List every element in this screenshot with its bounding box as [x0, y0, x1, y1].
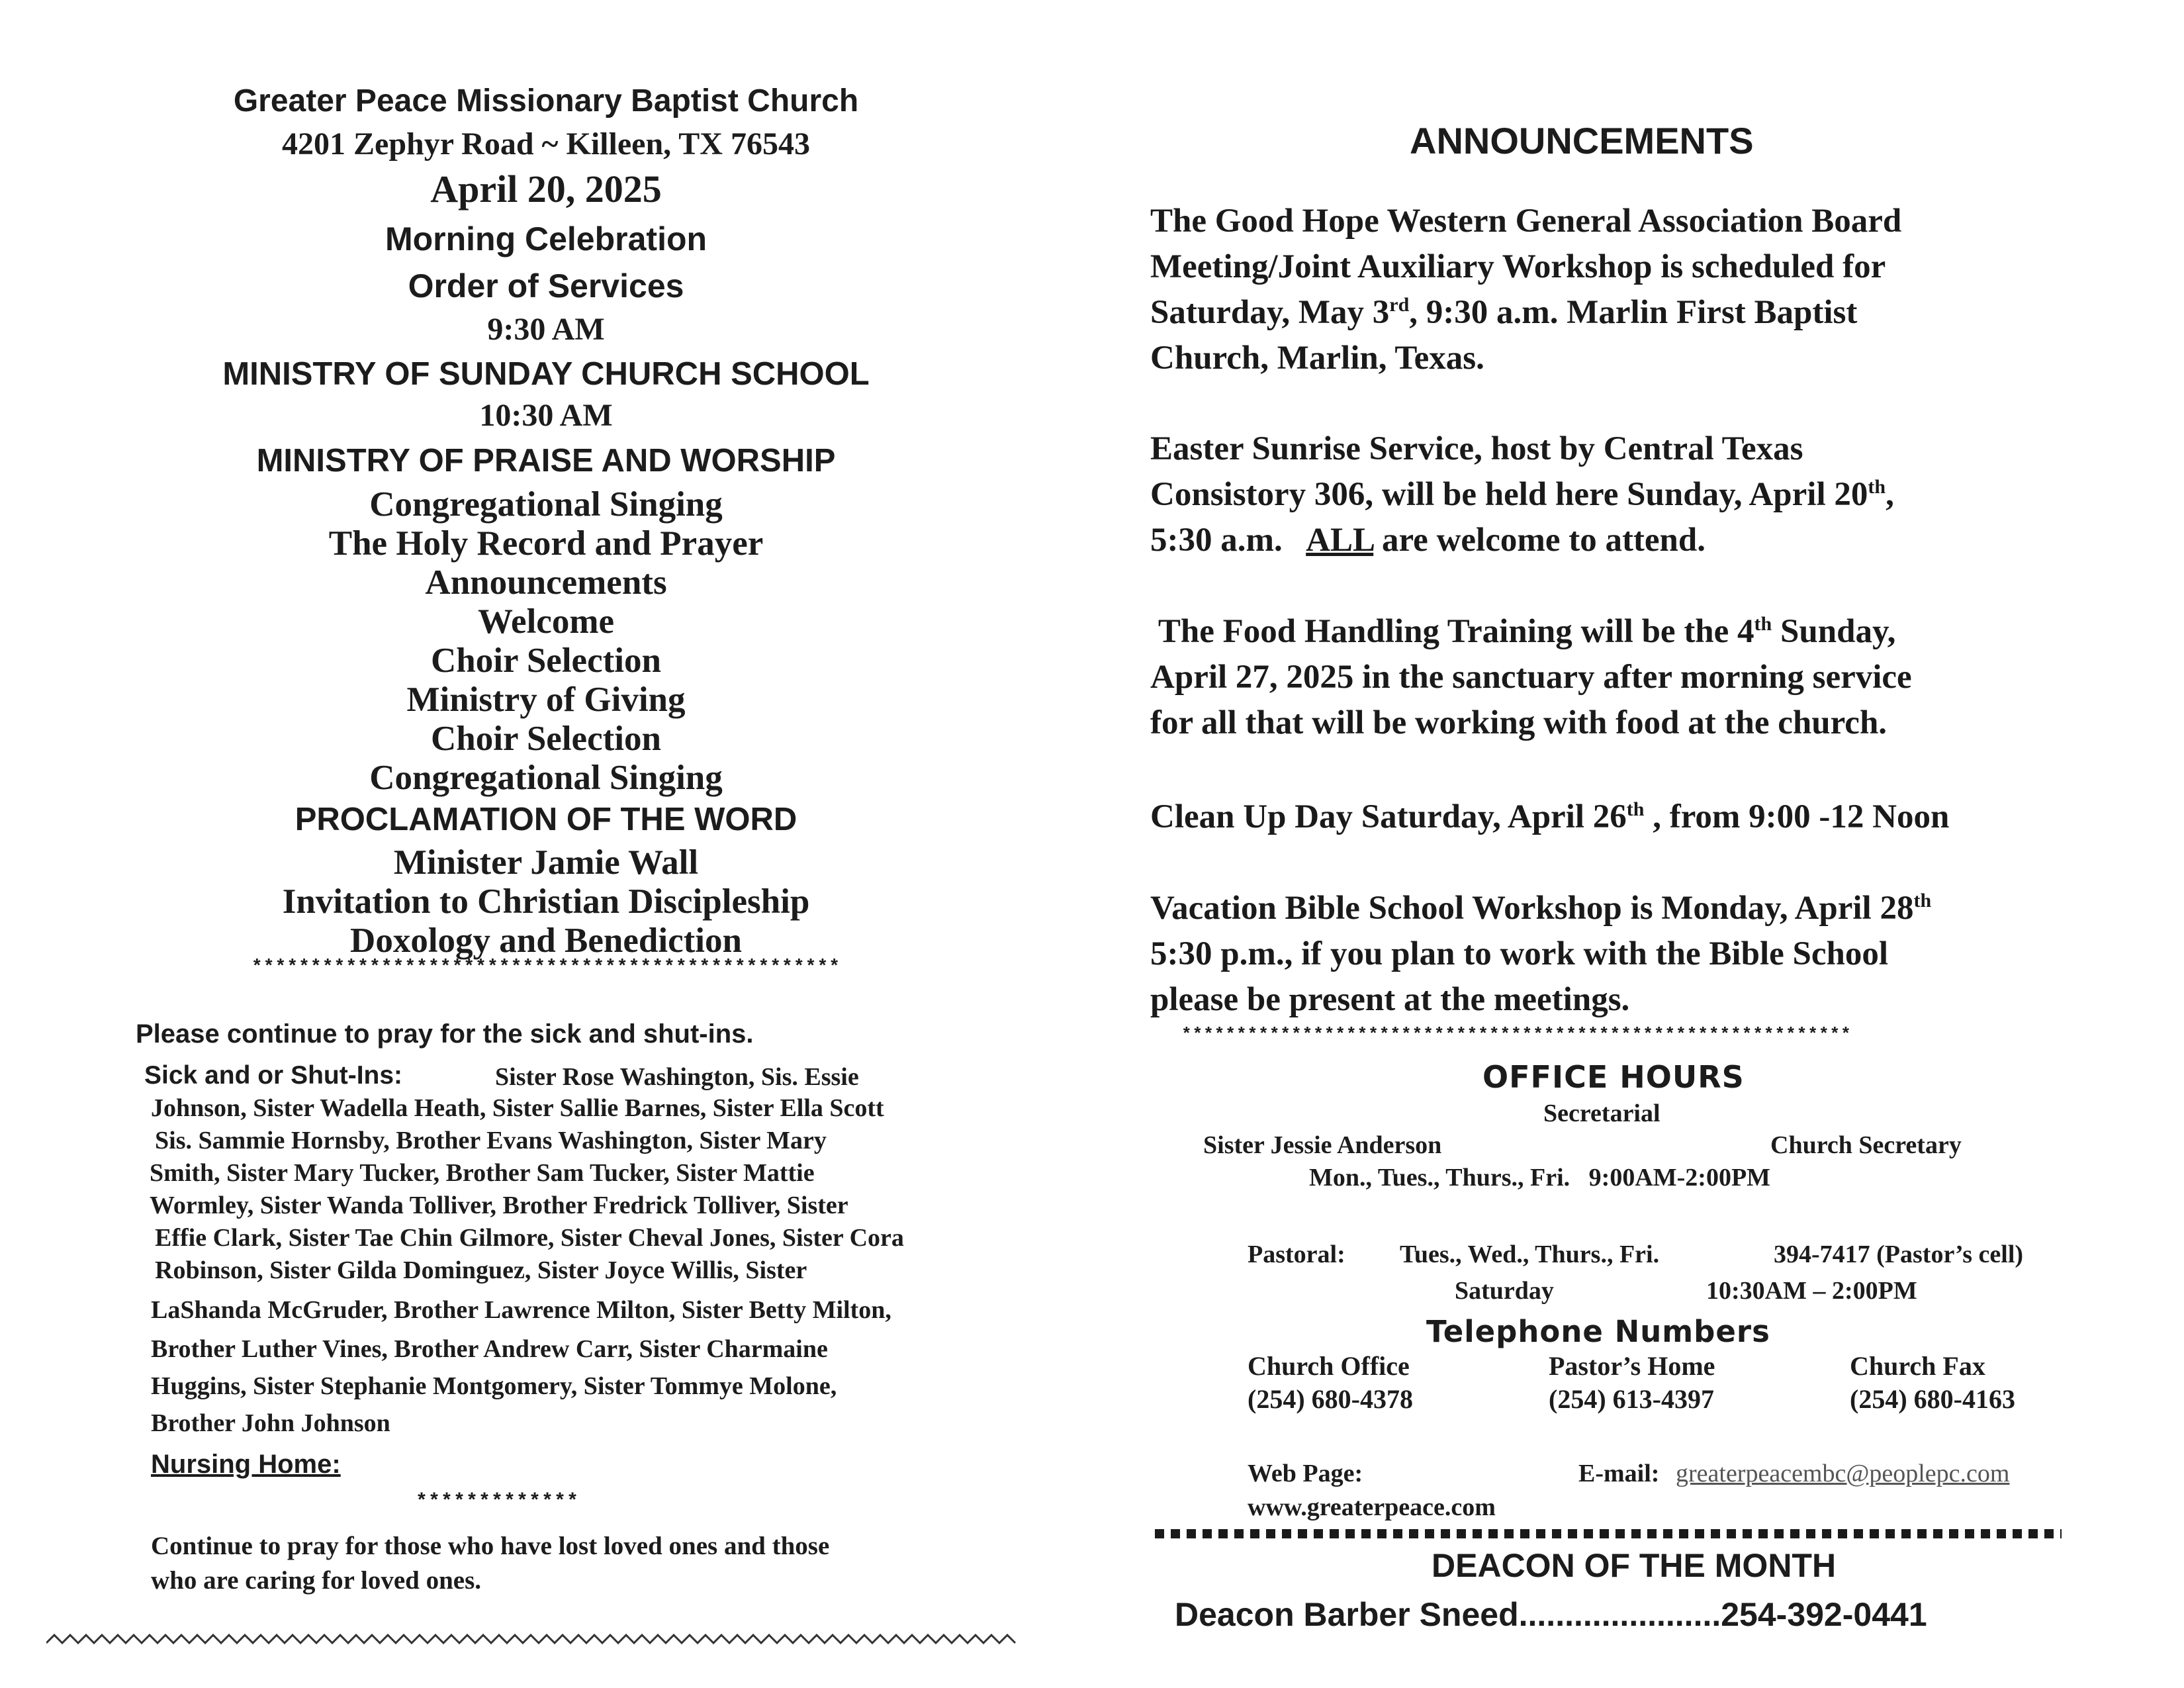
worship-item: Choir Selection [431, 720, 661, 758]
phone-number: (254) 680-4378 [1248, 1384, 1413, 1414]
announcement-clean-up [1150, 794, 2143, 840]
announcement-food-handling [1150, 609, 2143, 746]
email-label: E-mail: [1578, 1460, 1660, 1487]
sick-line: Sis. Sammie Hornsby, Brother Evans Washington, Sister Mary [155, 1127, 827, 1154]
announcement-line: Church, Marlin, Texas. [1150, 340, 1484, 377]
sick-line: Brother John Johnson [151, 1409, 390, 1437]
church-address: 4201 Zephyr Road ~ Killeen, TX 76543 [282, 126, 810, 162]
sick-line: Johnson, Sister Wadella Heath, Sister Sallie Barnes, Sister Ella Scott [151, 1094, 884, 1122]
announcement-line: Clean Up Day Saturday, April 26th , from 9:00 -12 Noon [1150, 798, 1950, 835]
star-divider: ************************************************** [251, 957, 841, 978]
dashed-divider [1155, 1529, 2062, 1538]
announcement-line: please be present at the meetings. [1150, 981, 1630, 1018]
announcement-line: Consistory 306, will be held here Sunday, April 20th, [1150, 476, 1894, 513]
secretary-hours: Mon., Tues., Thurs., Fri. 9:00AM-2:00PM [1309, 1164, 1771, 1192]
phone-label: Pastor’s Home [1549, 1351, 1715, 1381]
zigzag-border [46, 1630, 1019, 1648]
closing-line: Continue to pray for those who have lost loved ones and those [151, 1532, 830, 1560]
pastor-cell: 394-7417 (Pastor’s cell) [1774, 1241, 2024, 1268]
section-church-school: MINISTRY OF SUNDAY CHURCH SCHOOL [222, 356, 870, 392]
small-star-divider: ************* [416, 1491, 580, 1513]
announcement-line: 5:30 p.m., if you plan to work with the Bible School [1150, 935, 1889, 972]
announcement-line: for all that will be working with food at the church. [1150, 704, 1888, 741]
sick-line: Sister Rose Washington, Sis. Essie [495, 1063, 859, 1091]
sick-line: Robinson, Sister Gilda Dominguez, Sister Joyce Willis, Sister [155, 1256, 807, 1284]
secretarial-label: Secretarial [1543, 1100, 1661, 1127]
closing-line: who are caring for loved ones. [151, 1566, 482, 1595]
worship-item: Ministry of Giving [406, 680, 686, 719]
sick-line: Smith, Sister Mary Tucker, Brother Sam Tucker, Sister Mattie [150, 1159, 815, 1187]
worship-item: The Holy Record and Prayer [328, 524, 764, 563]
word-item: Doxology and Benediction [350, 921, 742, 960]
right-star-divider: ************************************************************* [1181, 1025, 1852, 1045]
announcement-good-hope [1150, 199, 2143, 381]
sick-line: Brother Luther Vines, Brother Andrew Carr, Sister Charmaine [151, 1335, 828, 1363]
pray-heading: Please continue to pray for the sick and shut-ins. [136, 1019, 754, 1049]
announcements-title: ANNOUNCEMENTS [1410, 120, 1754, 162]
word-item: Invitation to Christian Discipleship [282, 882, 810, 921]
sick-line: LaShanda McGruder, Brother Lawrence Milton, Sister Betty Milton, [151, 1296, 891, 1324]
phone-label: Church Office [1248, 1351, 1410, 1381]
announcement-line: The Food Handling Training will be the 4th Sunday, [1150, 613, 1896, 650]
telephone-title: Telephone Numbers [1426, 1314, 1770, 1349]
announcement-line: April 27, 2025 in the sanctuary after morning service [1150, 659, 1912, 696]
sick-line: Wormley, Sister Wanda Tolliver, Brother Fredrick Tolliver, Sister [150, 1192, 848, 1219]
announcement-line: Meeting/Joint Auxiliary Workshop is scheduled for [1150, 248, 1886, 285]
phone-number: (254) 680-4163 [1850, 1384, 2015, 1414]
worship-item: Choir Selection [431, 641, 661, 680]
announcement-vbs [1150, 886, 2143, 1023]
email-link[interactable]: greaterpeacembc@peoplepc.com [1676, 1460, 2010, 1487]
pastoral-days: Tues., Wed., Thurs., Fri. [1400, 1241, 1660, 1268]
worship-item: Congregational Singing [369, 485, 723, 524]
announcement-line: 5:30 a.m. ALL are welcome to attend. [1150, 522, 1706, 559]
office-hours-title: OFFICE HOURS [1482, 1059, 1745, 1095]
worship-item: Announcements [425, 563, 667, 602]
web-url[interactable]: www.greaterpeace.com [1248, 1493, 1496, 1521]
sick-line: Huggins, Sister Stephanie Montgomery, Sister Tommye Molone, [151, 1372, 837, 1400]
announcement-line: Easter Sunrise Service, host by Central Texas [1150, 430, 1803, 467]
time-930: 9:30 AM [487, 312, 605, 347]
announcement-line: Vacation Bible School Workshop is Monday, April 28th [1150, 890, 1932, 927]
section-praise-worship: MINISTRY OF PRAISE AND WORSHIP [256, 443, 836, 479]
secretary-role: Church Secretary [1770, 1131, 1962, 1159]
pastoral-label: Pastoral: [1248, 1241, 1345, 1268]
phone-label: Church Fax [1850, 1351, 1985, 1381]
phone-number: (254) 613-4397 [1549, 1384, 1714, 1414]
announcement-line: The Good Hope Western General Association Board [1150, 203, 1902, 240]
saturday-label: Saturday [1455, 1277, 1554, 1305]
announcement-easter [1150, 426, 2143, 563]
worship-item: Congregational Singing [369, 759, 723, 797]
worship-item: Welcome [477, 602, 615, 641]
nursing-home-label: Nursing Home: [151, 1450, 341, 1479]
web-label: Web Page: [1248, 1460, 1363, 1487]
sick-line: Effie Clark, Sister Tae Chin Gilmore, Sister Cheval Jones, Sister Cora [155, 1224, 904, 1252]
deacon-line: Deacon Barber Sneed......................254-392-0441 [1175, 1596, 1927, 1633]
time-1030: 10:30 AM [479, 398, 613, 433]
order-title: Order of Services [408, 267, 684, 305]
section-proclamation: PROCLAMATION OF THE WORD [295, 802, 797, 837]
deacon-title: DEACON OF THE MONTH [1432, 1547, 1837, 1584]
word-item: Minister Jamie Wall [393, 843, 699, 882]
announcement-line: Saturday, May 3rd, 9:30 a.m. Marlin First Baptist [1150, 294, 1858, 331]
service-date: April 20, 2025 [430, 167, 662, 211]
church-name: Greater Peace Missionary Baptist Church [233, 83, 859, 118]
celebration-title: Morning Celebration [385, 220, 707, 258]
saturday-hours: 10:30AM – 2:00PM [1706, 1277, 1917, 1305]
secretary-name: Sister Jessie Anderson [1203, 1131, 1442, 1159]
sick-label: Sick and or Shut-Ins: [144, 1061, 403, 1090]
